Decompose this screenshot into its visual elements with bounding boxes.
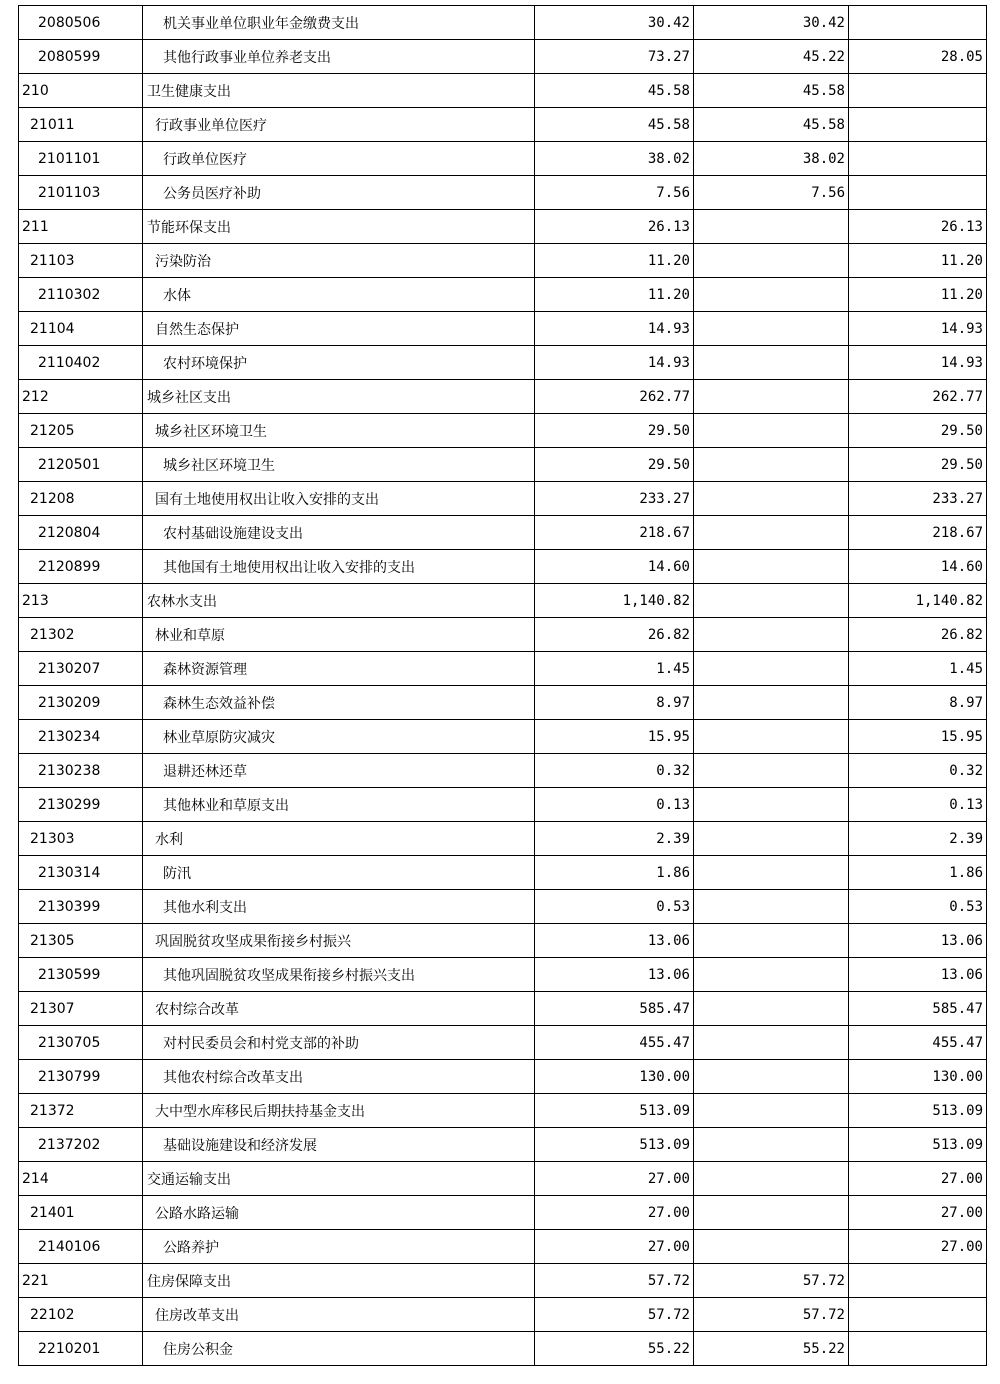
- row-code: 2130799: [19, 1060, 143, 1094]
- row-subject-name: 住房保障支出: [143, 1264, 535, 1298]
- row-code: 21307: [19, 992, 143, 1026]
- row-basic-expenditure: [694, 1162, 849, 1196]
- row-code: 2210201: [19, 1332, 143, 1366]
- row-subject-name: 农村基础设施建设支出: [143, 516, 535, 550]
- row-subject-name: 农林水支出: [143, 584, 535, 618]
- row-basic-expenditure: 30.42: [694, 6, 849, 40]
- row-code: 22102: [19, 1298, 143, 1332]
- row-basic-expenditure: [694, 550, 849, 584]
- row-project-expenditure: 1.86: [849, 856, 987, 890]
- row-subject-name: 对村民委员会和村党支部的补助: [143, 1026, 535, 1060]
- row-subject-name: 行政单位医疗: [143, 142, 535, 176]
- row-subject-name: 行政事业单位医疗: [143, 108, 535, 142]
- table-row: [19, 1196, 987, 1230]
- row-basic-expenditure: [694, 584, 849, 618]
- row-code: 2130209: [19, 686, 143, 720]
- row-total: 14.93: [535, 346, 694, 380]
- row-subject-name: 其他林业和草原支出: [143, 788, 535, 822]
- row-total: 45.58: [535, 74, 694, 108]
- row-code: 2137202: [19, 1128, 143, 1162]
- row-project-expenditure: 585.47: [849, 992, 987, 1026]
- row-code: 2130599: [19, 958, 143, 992]
- row-subject-name: 水体: [143, 278, 535, 312]
- row-total: 26.82: [535, 618, 694, 652]
- row-project-expenditure: 2.39: [849, 822, 987, 856]
- row-project-expenditure: 513.09: [849, 1094, 987, 1128]
- row-total: 0.32: [535, 754, 694, 788]
- row-code: 210: [19, 74, 143, 108]
- row-code: 2080506: [19, 6, 143, 40]
- table-row: [19, 550, 987, 584]
- row-total: 2.39: [535, 822, 694, 856]
- row-code: 2130234: [19, 720, 143, 754]
- row-total: 262.77: [535, 380, 694, 414]
- row-subject-name: 退耕还林还草: [143, 754, 535, 788]
- row-code: 2080599: [19, 40, 143, 74]
- row-basic-expenditure: [694, 210, 849, 244]
- row-subject-name: 森林资源管理: [143, 652, 535, 686]
- row-code: 2130399: [19, 890, 143, 924]
- row-project-expenditure: [849, 142, 987, 176]
- row-total: 1.86: [535, 856, 694, 890]
- row-basic-expenditure: [694, 652, 849, 686]
- table-row: [19, 754, 987, 788]
- row-project-expenditure: 14.93: [849, 312, 987, 346]
- row-project-expenditure: 13.06: [849, 924, 987, 958]
- row-subject-name: 其他巩固脱贫攻坚成果衔接乡村振兴支出: [143, 958, 535, 992]
- table-row: [19, 74, 987, 108]
- row-code: 21305: [19, 924, 143, 958]
- table-row: [19, 584, 987, 618]
- row-total: 27.00: [535, 1196, 694, 1230]
- row-subject-name: 住房改革支出: [143, 1298, 535, 1332]
- row-basic-expenditure: [694, 958, 849, 992]
- row-total: 27.00: [535, 1162, 694, 1196]
- table-row: [19, 414, 987, 448]
- row-code: 21205: [19, 414, 143, 448]
- row-subject-name: 机关事业单位职业年金缴费支出: [143, 6, 535, 40]
- table-row: [19, 686, 987, 720]
- row-project-expenditure: 29.50: [849, 448, 987, 482]
- row-project-expenditure: 130.00: [849, 1060, 987, 1094]
- row-code: 21208: [19, 482, 143, 516]
- row-project-expenditure: 0.13: [849, 788, 987, 822]
- table-row: [19, 924, 987, 958]
- row-total: 26.13: [535, 210, 694, 244]
- table-row: [19, 652, 987, 686]
- table-row: [19, 618, 987, 652]
- table-row: [19, 176, 987, 210]
- row-basic-expenditure: [694, 380, 849, 414]
- row-project-expenditure: 8.97: [849, 686, 987, 720]
- row-basic-expenditure: [694, 720, 849, 754]
- row-code: 2130314: [19, 856, 143, 890]
- row-subject-name: 自然生态保护: [143, 312, 535, 346]
- table-row: [19, 244, 987, 278]
- table-row: [19, 720, 987, 754]
- row-basic-expenditure: 55.22: [694, 1332, 849, 1366]
- row-subject-name: 其他国有土地使用权出让收入安排的支出: [143, 550, 535, 584]
- row-code: 2130299: [19, 788, 143, 822]
- row-basic-expenditure: 57.72: [694, 1298, 849, 1332]
- row-total: 1,140.82: [535, 584, 694, 618]
- row-total: 15.95: [535, 720, 694, 754]
- row-total: 29.50: [535, 448, 694, 482]
- table-row: [19, 1094, 987, 1128]
- row-basic-expenditure: [694, 414, 849, 448]
- row-subject-name: 卫生健康支出: [143, 74, 535, 108]
- row-project-expenditure: 26.13: [849, 210, 987, 244]
- row-code: 21372: [19, 1094, 143, 1128]
- row-code: 2140106: [19, 1230, 143, 1264]
- row-basic-expenditure: [694, 1230, 849, 1264]
- row-basic-expenditure: [694, 924, 849, 958]
- row-total: 29.50: [535, 414, 694, 448]
- row-total: 1.45: [535, 652, 694, 686]
- row-project-expenditure: 14.93: [849, 346, 987, 380]
- table-row: [19, 1060, 987, 1094]
- row-code: 2110302: [19, 278, 143, 312]
- row-basic-expenditure: 57.72: [694, 1264, 849, 1298]
- row-code: 2130705: [19, 1026, 143, 1060]
- row-basic-expenditure: [694, 788, 849, 822]
- row-project-expenditure: 218.67: [849, 516, 987, 550]
- row-project-expenditure: 15.95: [849, 720, 987, 754]
- table-row: [19, 142, 987, 176]
- row-project-expenditure: 11.20: [849, 278, 987, 312]
- row-total: 57.72: [535, 1264, 694, 1298]
- row-subject-name: 城乡社区支出: [143, 380, 535, 414]
- row-project-expenditure: 513.09: [849, 1128, 987, 1162]
- row-subject-name: 基础设施建设和经济发展: [143, 1128, 535, 1162]
- row-total: 45.58: [535, 108, 694, 142]
- row-basic-expenditure: 45.22: [694, 40, 849, 74]
- row-project-expenditure: 26.82: [849, 618, 987, 652]
- row-subject-name: 公路养护: [143, 1230, 535, 1264]
- row-total: 27.00: [535, 1230, 694, 1264]
- table-row: [19, 1298, 987, 1332]
- row-basic-expenditure: [694, 618, 849, 652]
- row-total: 585.47: [535, 992, 694, 1026]
- budget-table-container: [18, 5, 986, 1366]
- row-basic-expenditure: [694, 1026, 849, 1060]
- row-total: 0.53: [535, 890, 694, 924]
- table-row: [19, 788, 987, 822]
- row-subject-name: 水利: [143, 822, 535, 856]
- row-subject-name: 林业草原防灾减灾: [143, 720, 535, 754]
- row-project-expenditure: 28.05: [849, 40, 987, 74]
- row-code: 21104: [19, 312, 143, 346]
- row-code: 21401: [19, 1196, 143, 1230]
- row-basic-expenditure: [694, 1196, 849, 1230]
- row-project-expenditure: 1,140.82: [849, 584, 987, 618]
- row-total: 14.93: [535, 312, 694, 346]
- row-basic-expenditure: [694, 754, 849, 788]
- row-basic-expenditure: [694, 244, 849, 278]
- table-row: [19, 1264, 987, 1298]
- budget-expenditure-table: [18, 5, 987, 1366]
- table-row: [19, 516, 987, 550]
- row-code: 2130207: [19, 652, 143, 686]
- row-total: 30.42: [535, 6, 694, 40]
- row-total: 130.00: [535, 1060, 694, 1094]
- row-project-expenditure: [849, 1332, 987, 1366]
- table-row: [19, 822, 987, 856]
- table-row: [19, 958, 987, 992]
- row-code: 2120899: [19, 550, 143, 584]
- row-total: 55.22: [535, 1332, 694, 1366]
- row-subject-name: 城乡社区环境卫生: [143, 414, 535, 448]
- row-total: 57.72: [535, 1298, 694, 1332]
- row-basic-expenditure: [694, 516, 849, 550]
- row-basic-expenditure: [694, 1060, 849, 1094]
- row-subject-name: 农村环境保护: [143, 346, 535, 380]
- row-project-expenditure: [849, 1264, 987, 1298]
- row-total: 218.67: [535, 516, 694, 550]
- row-subject-name: 住房公积金: [143, 1332, 535, 1366]
- row-project-expenditure: 1.45: [849, 652, 987, 686]
- row-subject-name: 防汛: [143, 856, 535, 890]
- row-subject-name: 其他农村综合改革支出: [143, 1060, 535, 1094]
- row-code: 2120804: [19, 516, 143, 550]
- row-total: 11.20: [535, 278, 694, 312]
- row-project-expenditure: 27.00: [849, 1162, 987, 1196]
- row-total: 8.97: [535, 686, 694, 720]
- row-project-expenditure: 13.06: [849, 958, 987, 992]
- row-code: 213: [19, 584, 143, 618]
- row-code: 2101103: [19, 176, 143, 210]
- row-code: 21103: [19, 244, 143, 278]
- row-code: 2120501: [19, 448, 143, 482]
- row-code: 214: [19, 1162, 143, 1196]
- table-row: [19, 380, 987, 414]
- row-project-expenditure: 455.47: [849, 1026, 987, 1060]
- row-total: 513.09: [535, 1128, 694, 1162]
- row-project-expenditure: 14.60: [849, 550, 987, 584]
- row-project-expenditure: [849, 6, 987, 40]
- row-subject-name: 交通运输支出: [143, 1162, 535, 1196]
- row-subject-name: 森林生态效益补偿: [143, 686, 535, 720]
- row-subject-name: 城乡社区环境卫生: [143, 448, 535, 482]
- row-subject-name: 农村综合改革: [143, 992, 535, 1026]
- row-project-expenditure: 11.20: [849, 244, 987, 278]
- row-subject-name: 其他行政事业单位养老支出: [143, 40, 535, 74]
- row-basic-expenditure: [694, 278, 849, 312]
- row-subject-name: 大中型水库移民后期扶持基金支出: [143, 1094, 535, 1128]
- row-total: 455.47: [535, 1026, 694, 1060]
- row-project-expenditure: 27.00: [849, 1196, 987, 1230]
- row-code: 21303: [19, 822, 143, 856]
- row-subject-name: 公务员医疗补助: [143, 176, 535, 210]
- row-basic-expenditure: 45.58: [694, 108, 849, 142]
- table-row: [19, 448, 987, 482]
- table-body: [19, 6, 987, 1366]
- row-basic-expenditure: 38.02: [694, 142, 849, 176]
- table-row: [19, 1230, 987, 1264]
- row-project-expenditure: 262.77: [849, 380, 987, 414]
- row-total: 13.06: [535, 958, 694, 992]
- table-row: [19, 6, 987, 40]
- table-row: [19, 278, 987, 312]
- table-row: [19, 312, 987, 346]
- row-code: 2130238: [19, 754, 143, 788]
- table-row: [19, 108, 987, 142]
- row-code: 212: [19, 380, 143, 414]
- row-basic-expenditure: [694, 346, 849, 380]
- row-code: 21302: [19, 618, 143, 652]
- table-row: [19, 482, 987, 516]
- row-total: 0.13: [535, 788, 694, 822]
- table-row: [19, 40, 987, 74]
- row-code: 2110402: [19, 346, 143, 380]
- table-row: [19, 1332, 987, 1366]
- table-row: [19, 890, 987, 924]
- table-row: [19, 1162, 987, 1196]
- table-row: [19, 992, 987, 1026]
- row-code: 221: [19, 1264, 143, 1298]
- row-basic-expenditure: 7.56: [694, 176, 849, 210]
- row-total: 7.56: [535, 176, 694, 210]
- row-subject-name: 国有土地使用权出让收入安排的支出: [143, 482, 535, 516]
- row-basic-expenditure: 45.58: [694, 74, 849, 108]
- row-subject-name: 林业和草原: [143, 618, 535, 652]
- row-project-expenditure: [849, 108, 987, 142]
- row-basic-expenditure: [694, 1094, 849, 1128]
- row-basic-expenditure: [694, 312, 849, 346]
- row-total: 513.09: [535, 1094, 694, 1128]
- row-total: 13.06: [535, 924, 694, 958]
- row-basic-expenditure: [694, 686, 849, 720]
- row-total: 73.27: [535, 40, 694, 74]
- row-basic-expenditure: [694, 992, 849, 1026]
- row-total: 233.27: [535, 482, 694, 516]
- row-project-expenditure: [849, 176, 987, 210]
- row-code: 2101101: [19, 142, 143, 176]
- row-subject-name: 其他水利支出: [143, 890, 535, 924]
- row-basic-expenditure: [694, 890, 849, 924]
- table-row: [19, 346, 987, 380]
- row-basic-expenditure: [694, 482, 849, 516]
- row-subject-name: 巩固脱贫攻坚成果衔接乡村振兴: [143, 924, 535, 958]
- row-total: 14.60: [535, 550, 694, 584]
- row-project-expenditure: 29.50: [849, 414, 987, 448]
- table-row: [19, 210, 987, 244]
- row-basic-expenditure: [694, 856, 849, 890]
- row-project-expenditure: [849, 74, 987, 108]
- row-subject-name: 公路水路运输: [143, 1196, 535, 1230]
- table-row: [19, 856, 987, 890]
- row-total: 38.02: [535, 142, 694, 176]
- row-project-expenditure: 0.32: [849, 754, 987, 788]
- row-basic-expenditure: [694, 1128, 849, 1162]
- row-code: 21011: [19, 108, 143, 142]
- row-basic-expenditure: [694, 822, 849, 856]
- row-code: 211: [19, 210, 143, 244]
- row-project-expenditure: 233.27: [849, 482, 987, 516]
- row-project-expenditure: [849, 1298, 987, 1332]
- row-subject-name: 污染防治: [143, 244, 535, 278]
- row-subject-name: 节能环保支出: [143, 210, 535, 244]
- row-total: 11.20: [535, 244, 694, 278]
- row-basic-expenditure: [694, 448, 849, 482]
- table-row: [19, 1026, 987, 1060]
- table-row: [19, 1128, 987, 1162]
- row-project-expenditure: 27.00: [849, 1230, 987, 1264]
- row-project-expenditure: 0.53: [849, 890, 987, 924]
